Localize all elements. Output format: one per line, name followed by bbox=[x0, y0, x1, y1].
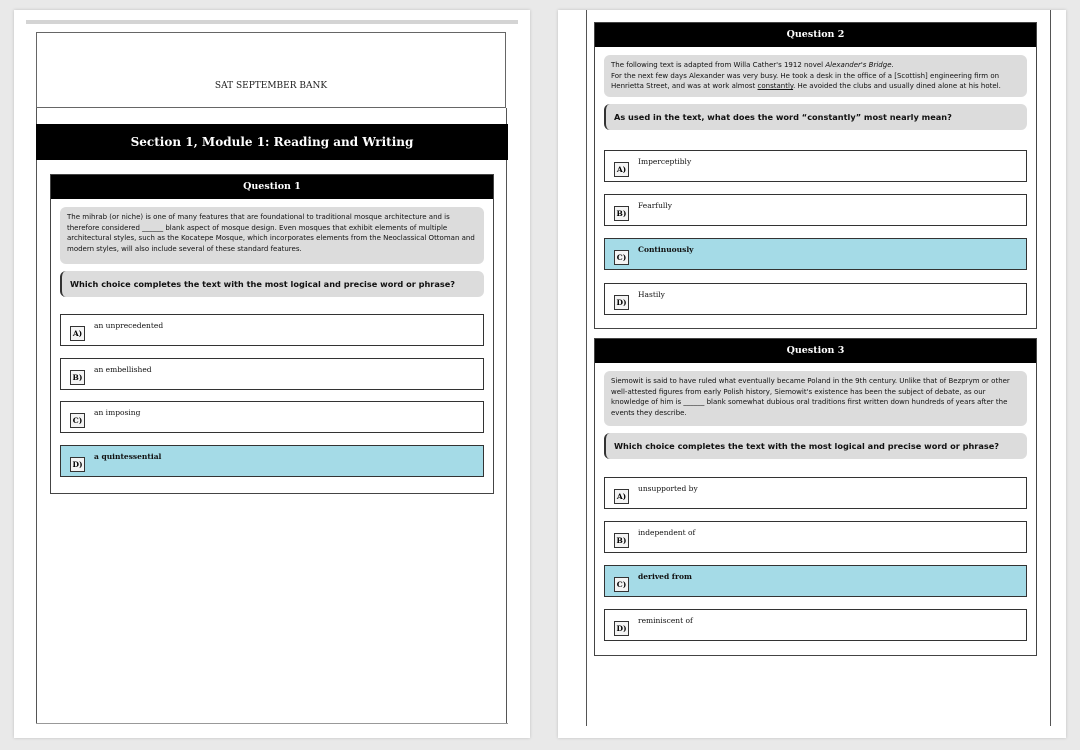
question-3-choice-d[interactable] bbox=[604, 609, 1027, 641]
page-border-left bbox=[36, 108, 37, 724]
question-3-passage: Siemowit is said to have ruled what eventually became Poland in the 9th century. Unlike that of Bezprym or other well-attested figures from early Polish history, Siemowit's existence has been the subject of debate, as our knowledge of him is ______ blank somewhat dubious oral traditions first written down hundreds of years after the events they describe. bbox=[604, 371, 1027, 426]
question-2-choice-a[interactable] bbox=[604, 150, 1027, 182]
choice-text: Fearfully bbox=[638, 201, 672, 210]
section-title-bar bbox=[36, 124, 508, 160]
question-1-choice-a[interactable] bbox=[60, 314, 484, 346]
bank-title: SAT SEPTEMBER BANK bbox=[214, 81, 328, 91]
passage-part-1: For the next few days Alexander was very busy. He took a desk in the office of a [Scottish] engineering firm on Henrietta Street, and was at work almost bbox=[611, 71, 1000, 91]
choice-letter: A) bbox=[614, 162, 629, 177]
choice-letter: C) bbox=[70, 413, 85, 428]
novel-title: Alexander's Bridge bbox=[825, 61, 892, 69]
choice-text: Imperceptibly bbox=[638, 157, 692, 166]
question-2-choice-b[interactable] bbox=[604, 194, 1027, 226]
choice-letter: D) bbox=[70, 457, 85, 472]
choice-text: an imposing bbox=[94, 408, 141, 417]
page-border-right bbox=[506, 108, 507, 724]
passage-intro: The following text is adapted from Willa Cather's 1912 novel bbox=[611, 61, 826, 69]
document-page-2 bbox=[558, 10, 1066, 738]
question-2-header: Question 2 bbox=[595, 23, 1036, 47]
page-border-right bbox=[1050, 10, 1051, 726]
question-1-header: Question 1 bbox=[51, 175, 493, 199]
question-1-card bbox=[50, 174, 494, 494]
choice-letter: B) bbox=[614, 533, 629, 548]
question-3-card bbox=[594, 338, 1037, 656]
choice-text: an embellished bbox=[94, 365, 152, 374]
choice-letter: C) bbox=[614, 250, 629, 265]
question-1-choice-c[interactable] bbox=[60, 401, 484, 433]
question-2-passage bbox=[604, 55, 1027, 97]
passage-keyword: constantly bbox=[757, 82, 794, 91]
passage-intro-end: . bbox=[891, 61, 894, 69]
bank-header bbox=[36, 32, 506, 108]
choice-letter: B) bbox=[70, 370, 85, 385]
choice-letter: D) bbox=[614, 621, 629, 636]
page-border-left bbox=[586, 10, 587, 726]
question-1-choice-d-selected[interactable] bbox=[60, 445, 484, 477]
question-1-passage: The mihrab (or niche) is one of many features that are foundational to traditional mosque architecture and is therefore considered ______ blank aspect of mosque design. Even mosques that exhibit elements of multiple architectural styles, such as the Kocatepe Mosque, which incorporates elements from the Neoclassical Ottoman and modern styles, will also include several of these standard features. bbox=[60, 207, 484, 264]
question-3-choice-a[interactable] bbox=[604, 477, 1027, 509]
question-3-prompt: Which choice completes the text with the most logical and precise word or phrase? bbox=[604, 433, 1027, 459]
choice-text: an unprecedented bbox=[94, 321, 164, 330]
choice-letter: C) bbox=[614, 577, 629, 592]
page-top-rule bbox=[26, 20, 518, 24]
choice-text: a quintessential bbox=[94, 452, 162, 461]
choice-text: independent of bbox=[638, 528, 696, 537]
question-2-prompt: As used in the text, what does the word “constantly” most nearly mean? bbox=[604, 104, 1027, 130]
passage-part-2: . He avoided the clubs and usually dined alone at his hotel. bbox=[793, 82, 1001, 91]
choice-text: unsupported by bbox=[638, 484, 698, 493]
question-2-card bbox=[594, 22, 1037, 329]
choice-letter: A) bbox=[70, 326, 85, 341]
question-1-choice-b[interactable] bbox=[60, 358, 484, 390]
page-bottom-rule bbox=[36, 723, 508, 724]
choice-letter: B) bbox=[614, 206, 629, 221]
choice-letter: D) bbox=[614, 295, 629, 310]
question-2-choice-c-selected[interactable] bbox=[604, 238, 1027, 270]
choice-text: reminiscent of bbox=[638, 616, 693, 625]
question-2-choice-d[interactable] bbox=[604, 283, 1027, 315]
question-1-prompt: Which choice completes the text with the most logical and precise word or phrase? bbox=[60, 271, 484, 297]
question-3-choice-b[interactable] bbox=[604, 521, 1027, 553]
choice-text: derived from bbox=[638, 572, 692, 581]
question-3-choice-c-selected[interactable] bbox=[604, 565, 1027, 597]
section-title: Section 1, Module 1: Reading and Writing bbox=[130, 135, 414, 149]
choice-text: Continuously bbox=[638, 245, 694, 254]
question-3-header: Question 3 bbox=[595, 339, 1036, 363]
document-page-1 bbox=[14, 10, 530, 738]
choice-letter: A) bbox=[614, 489, 629, 504]
choice-text: Hastily bbox=[638, 290, 665, 299]
